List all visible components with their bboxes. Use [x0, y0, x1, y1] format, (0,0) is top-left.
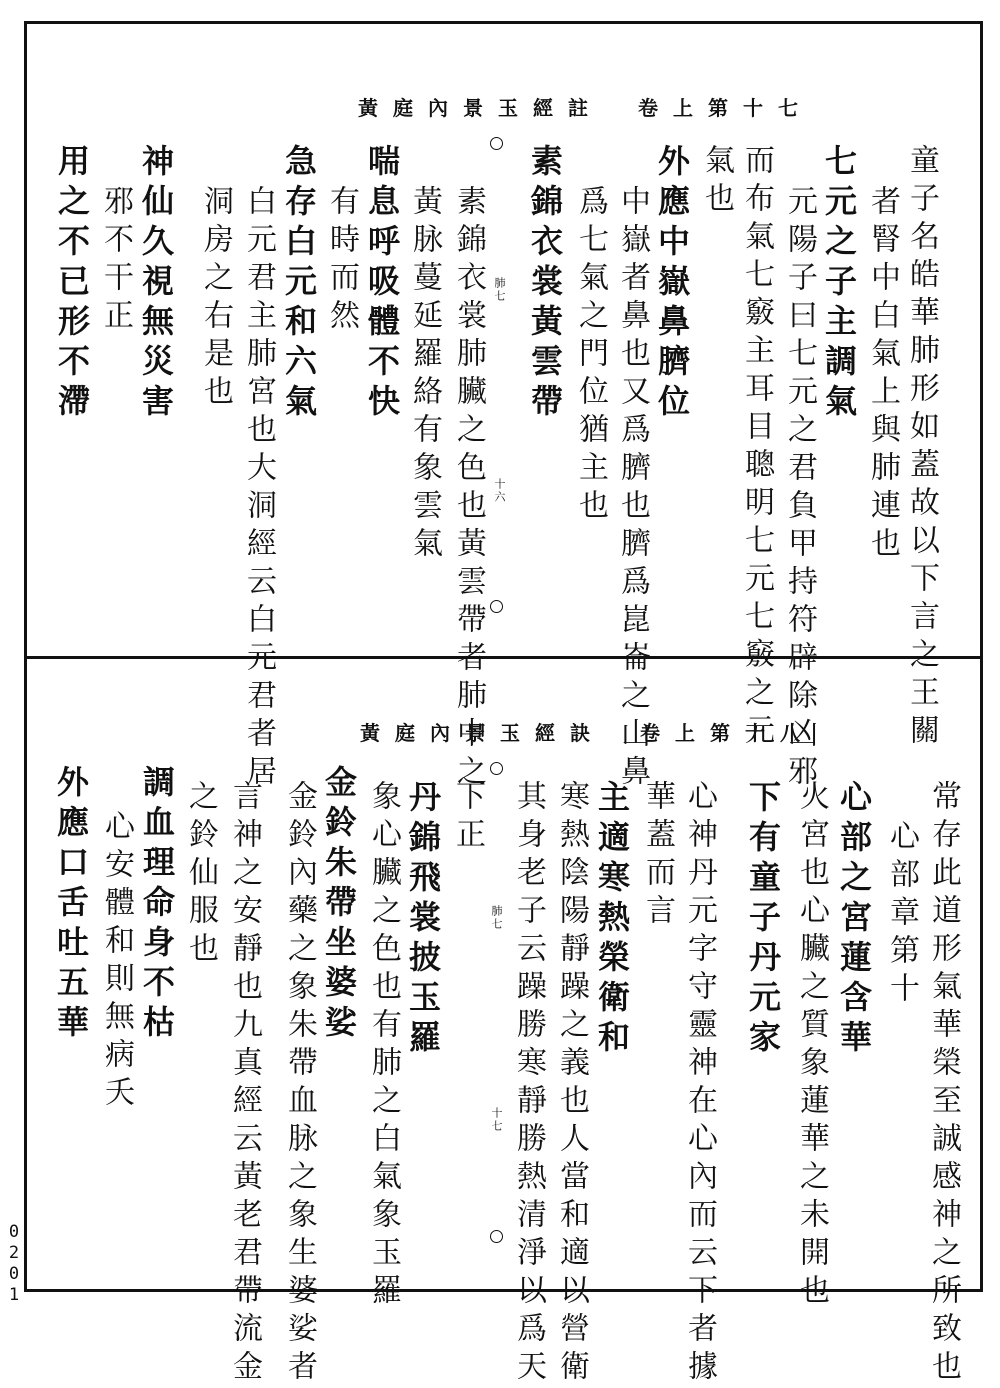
text-column: 者腎中白氣上與肺連也 — [865, 185, 900, 565]
text-column: 氣也 — [699, 144, 734, 220]
text-column: 華蓋而言 — [640, 780, 675, 932]
margin-note: 十六 — [493, 478, 506, 504]
text-column: 外應中嶽鼻臍位 — [653, 144, 691, 424]
text-column: 金鈴內藥之象朱帶血脉之象生婆娑者 — [282, 780, 317, 1388]
text-column: 童子名皓華肺形如蓋故以下言之王關 — [904, 144, 939, 752]
text-column: 丹錦飛裳披玉羅 — [404, 780, 442, 1060]
text-column: 下有童子丹元家 — [744, 780, 782, 1060]
text-column: 神仙久視無災害 — [137, 144, 175, 424]
text-column: 言神之安靜也九真經云黃老君帶流金 — [227, 780, 262, 1388]
text-column: 素錦衣裳肺臟之色也黃雲帶者肺中之 — [451, 185, 486, 793]
text-column: 邪不干正 — [98, 185, 133, 337]
margin-circle-mark — [490, 137, 503, 150]
page-number: 0201 — [4, 1222, 24, 1306]
text-column: 七元之子主調氣 — [820, 144, 858, 424]
panel-divider — [24, 656, 983, 659]
text-column: 心部之宮蓮含華 — [835, 780, 873, 1060]
text-column: 白元君主肺宮也大洞經云白元君者居 — [241, 185, 276, 793]
text-column: 爲七氣之門位猶主也 — [573, 185, 608, 527]
text-column: 下正 — [450, 780, 485, 856]
text-column: 喘息呼吸體不快 — [363, 144, 401, 424]
text-column: 金鈴朱帶坐婆娑 — [320, 765, 358, 1045]
margin-note: 肺七 — [493, 277, 506, 303]
margin-circle-mark — [490, 762, 503, 775]
text-column: 常存此道形氣華榮至誠感神之所致也 — [926, 780, 961, 1388]
text-column: 象心臟之色也有肺之白氣象玉羅 — [366, 780, 401, 1312]
text-column: 主適寒熱榮衛和 — [593, 780, 631, 1060]
margin-circle-mark — [490, 600, 503, 613]
text-column: 外應口舌吐五華 — [52, 765, 90, 1045]
text-column: 調血理命身不枯 — [138, 765, 176, 1045]
text-column: 而布氣七竅主耳目聰明七元七竅之元 — [739, 144, 774, 752]
text-column: 心安體和則無病夭 — [99, 810, 134, 1114]
text-column: 心部章第十 — [884, 820, 919, 1010]
text-column: 火宮也心臟之質象蓮華之未開也 — [794, 780, 829, 1312]
text-column: 之鈴仙服也 — [183, 780, 218, 970]
margin-note: 十七 — [490, 1107, 503, 1133]
text-column: 急存白元和六氣 — [280, 144, 318, 424]
text-column: 元陽子曰七元之君負甲持符辟除凶邪 — [782, 185, 817, 793]
text-column: 有時而然 — [324, 185, 359, 337]
margin-note: 肺七 — [490, 905, 503, 931]
text-column: 黃脉蔓延羅絡有象雲氣 — [407, 185, 442, 565]
text-column: 素錦衣裳黃雲帶 — [526, 144, 564, 424]
text-column: 中嶽者鼻也又爲臍也臍爲崑崙之山鼻 — [615, 185, 650, 793]
top-header: 黃庭內景玉經註 卷上第十七 — [358, 96, 813, 120]
text-column: 其身老子云躁勝寒靜勝熱清淨以爲天 — [511, 780, 546, 1388]
text-column: 心神丹元字守靈神在心內而云下者據 — [682, 780, 717, 1388]
bottom-header: 黃庭內景玉經訣 卷上第十八 — [360, 721, 815, 745]
text-column: 洞房之右是也 — [198, 185, 233, 413]
text-column: 用之不已形不滯 — [53, 144, 91, 424]
margin-circle-mark — [490, 1230, 503, 1243]
text-column: 寒熱陰陽靜躁之義也人當和適以營衛 — [554, 780, 589, 1388]
